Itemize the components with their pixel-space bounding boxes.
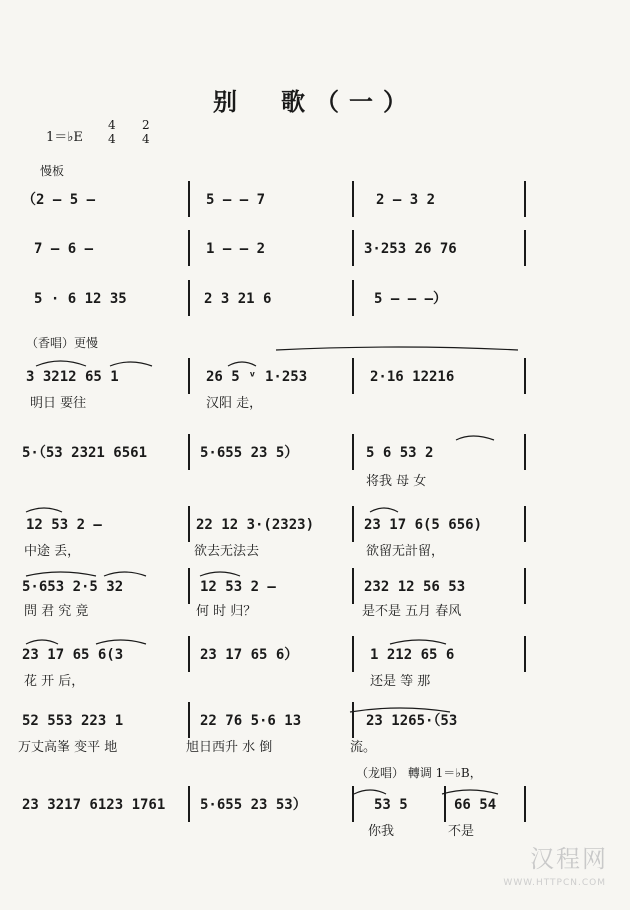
measure: 3·253 26 76 bbox=[364, 241, 457, 257]
watermark-url: WWW.HTTPCN.COM bbox=[503, 878, 606, 888]
measure: 26 5 ᵛ 1·253 bbox=[206, 369, 308, 385]
measure: 66 54 bbox=[454, 797, 497, 813]
lyrics-line: 花 开 后， bbox=[24, 674, 85, 689]
slur bbox=[104, 572, 146, 576]
lyrics-line: 万丈高峯 变平 地 bbox=[18, 740, 118, 755]
slur bbox=[200, 572, 240, 576]
score-title: 别 歌（一） bbox=[213, 87, 417, 116]
measure: （2 — 5 — bbox=[22, 192, 96, 208]
time-sig-top: 2 bbox=[142, 118, 150, 132]
measure: 53 5 bbox=[374, 797, 408, 813]
measure: 5 — — 7 bbox=[206, 192, 266, 208]
measure: 2 — 3 2 bbox=[376, 192, 436, 208]
slur bbox=[350, 708, 450, 712]
measure: 12 53 2 — bbox=[200, 579, 276, 595]
tempo-marking: 慢板 bbox=[40, 164, 65, 178]
measure: 23 17 65 6(3 bbox=[22, 647, 124, 663]
slur bbox=[26, 508, 62, 512]
measure: 23 17 6(5 656) bbox=[364, 517, 483, 533]
watermark-logo: 汉程网 bbox=[530, 845, 608, 873]
slur bbox=[390, 640, 446, 644]
lyrics-line: 不是 bbox=[448, 824, 475, 839]
measure: 23 1265·（53 bbox=[366, 713, 458, 729]
measure: 5 6 53 2 bbox=[366, 445, 434, 461]
singer-annotation: （龙唱） 轉调 1＝♭B， bbox=[356, 766, 482, 780]
lyrics-line: 汉阳 走， bbox=[206, 396, 263, 411]
measure: 5 — — —） bbox=[374, 291, 448, 307]
measure: 2·16 12216 bbox=[370, 369, 455, 385]
measure: 5·655 23 5） bbox=[200, 445, 299, 461]
lyrics-line: 欲去无法去 bbox=[194, 544, 260, 559]
measure: 22 76 5·6 13 bbox=[200, 713, 302, 729]
measure: 23 3217 6123 1761 bbox=[22, 797, 166, 813]
slur bbox=[442, 790, 498, 794]
lyrics-line: 欲留无計留， bbox=[366, 544, 445, 559]
measure: 1 212 65 6 bbox=[370, 647, 455, 663]
lyrics-line: 明日 要往 bbox=[30, 396, 87, 411]
measure: 52 553 223 1 bbox=[22, 713, 124, 729]
slur bbox=[36, 361, 86, 366]
measure: 3 3212 65 1 bbox=[26, 369, 119, 385]
measure: 5·（53 2321 6561 bbox=[22, 445, 148, 461]
lyrics-line: 流。 bbox=[350, 740, 377, 755]
slur bbox=[228, 362, 256, 366]
slur bbox=[110, 362, 152, 366]
lyrics-line: 中途 丢， bbox=[24, 544, 81, 559]
measure: 1 — — 2 bbox=[206, 241, 266, 257]
lyrics-line: 何 时 归？ bbox=[196, 604, 257, 619]
time-sig-top: 4 bbox=[108, 118, 116, 132]
key-signature: 1＝♭E bbox=[46, 130, 83, 145]
time-sig-bottom: 4 bbox=[142, 132, 150, 146]
measure: 2 3 21 6 bbox=[204, 291, 272, 307]
lyrics-line: 是不是 五月 春风 bbox=[362, 604, 462, 619]
phrase-slur bbox=[276, 347, 518, 350]
lyrics-line: 旭日西升 水 倒 bbox=[186, 740, 273, 755]
slur bbox=[354, 790, 386, 794]
measure: 5 · 6 12 35 bbox=[34, 291, 127, 307]
slur bbox=[456, 436, 494, 440]
lyrics-line: 还是 等 那 bbox=[370, 674, 431, 689]
measure: 12 53 2 — bbox=[26, 517, 102, 533]
measure: 5·655 23 53） bbox=[200, 797, 307, 813]
measure: 7 — 6 — bbox=[34, 241, 94, 257]
lyrics-line: 将我 母 女 bbox=[366, 474, 427, 489]
measure: 5·653 2·5 32 bbox=[22, 579, 124, 595]
measure: 23 17 65 6） bbox=[200, 647, 299, 663]
singer-annotation: （香唱）更慢 bbox=[26, 336, 99, 350]
slur bbox=[96, 640, 146, 644]
slur bbox=[370, 508, 398, 512]
time-sig-bottom: 4 bbox=[108, 132, 116, 146]
measure: 232 12 56 53 bbox=[364, 579, 466, 595]
lyrics-line: 問 君 究 竟 bbox=[24, 604, 89, 619]
slur bbox=[26, 640, 58, 644]
measure: 22 12 3·(2323) bbox=[196, 517, 315, 533]
lyrics-line: 你我 bbox=[368, 824, 395, 839]
slur bbox=[26, 572, 96, 576]
